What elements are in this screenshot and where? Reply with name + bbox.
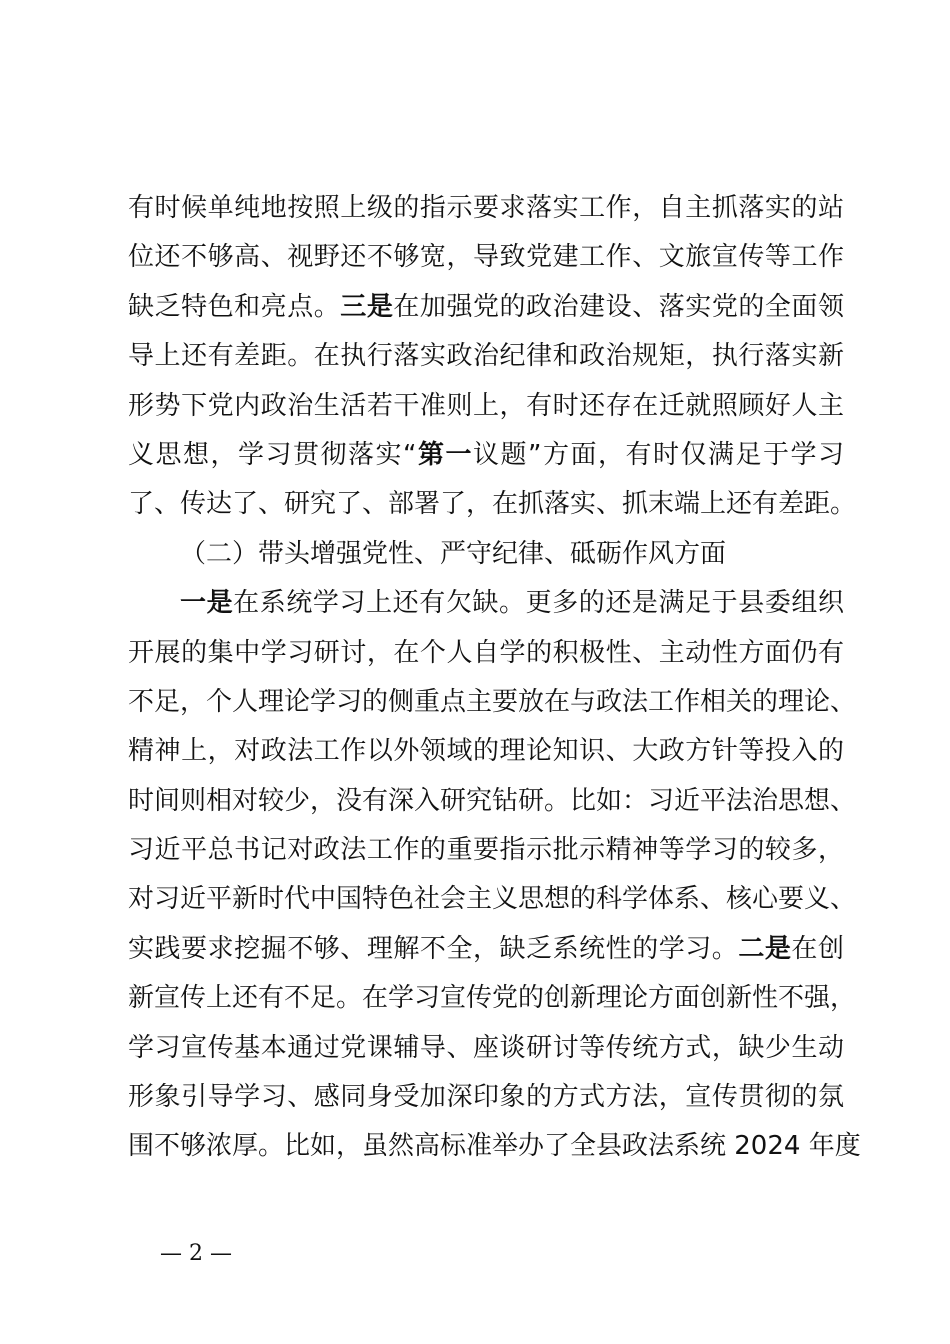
line-text: 位还不够高、视野还不够宽，导致党建工作、文旅宣传等工作 (128, 242, 844, 273)
line-text: （二）带头增强党性、严守纪律、砥砺作风方面 (180, 538, 727, 569)
line-text: 形势下党内政治生活若干准则上，有时还存在迁就照顾好人主 (128, 390, 844, 421)
line-text: 在创 (791, 933, 844, 964)
line-text: 围不够浓厚。比如，虽然高标准举办了全县政法系统 2024 年度 (128, 1131, 861, 1162)
line-text: 义思想，学习贯彻落实“ (128, 439, 417, 470)
line-text: 学习宣传基本通过党课辅导、座谈研讨等传统方式，缺少生动 (128, 1032, 844, 1063)
line-text: 开展的集中学习研讨，在个人自学的积极性、主动性方面仍有 (128, 637, 844, 668)
text-line (128, 283, 844, 332)
line-text: 精神上，对政法工作以外领域的理论知识、大政方针等投入的 (128, 736, 844, 767)
line-text: 议题”方面，有时仅满足于学习 (473, 439, 844, 470)
line-text: 有时候单纯地按照上级的指示要求落实工作，自主抓落实的站 (128, 193, 844, 223)
line-text: 不足，个人理论学习的侧重点主要放在与政法工作相关的理论、 (128, 686, 857, 717)
emphasis-text: 二是 (738, 933, 792, 964)
text-line (128, 579, 844, 628)
line-text: 了、传达了、研究了、部署了，在抓落实、抓末端上还有差距。 (128, 489, 857, 520)
line-text: 对习近平新时代中国特色社会主义思想的科学体系、核心要义、 (128, 884, 857, 915)
text-line (128, 1073, 844, 1122)
text-line (128, 184, 844, 233)
text-line (128, 678, 857, 727)
text-line (128, 233, 844, 282)
text-line (128, 1024, 844, 1073)
text-line (128, 382, 844, 431)
text-line (128, 480, 857, 529)
line-text: 在系统学习上还有欠缺。更多的还是满足于县委组织 (233, 588, 844, 619)
text-line (128, 431, 844, 480)
section-heading (128, 530, 844, 579)
line-text: 在加强党的政治建设、落实党的全面领 (393, 291, 844, 322)
text-line (128, 925, 844, 974)
line-text: 习近平总书记对政法工作的重要指示批示精神等学习的较多， (128, 835, 844, 866)
text-line (128, 1122, 861, 1171)
text-line (128, 332, 844, 381)
line-text: 导上还有差距。在执行落实政治纪律和政治规矩，执行落实新 (128, 341, 844, 372)
line-text: 实践要求挖掘不够、理解不全，缺乏系统性的学习。 (128, 933, 739, 964)
emphasis-text: 第一 (416, 439, 473, 470)
line-text: 新宣传上还有不足。在学习宣传党的创新理论方面创新性不强， (128, 983, 857, 1014)
emphasis-text: 三是 (340, 291, 394, 322)
line-text: 时间则相对较少，没有深入研究钻研。比如：习近平法治思想、 (128, 785, 857, 816)
body-text (128, 184, 861, 1172)
text-line (128, 826, 844, 875)
line-text: 形象引导学习、感同身受加深印象的方式方法，宣传贯彻的氛 (128, 1082, 844, 1113)
text-line (128, 875, 857, 924)
emphasis-text: 一是 (180, 588, 234, 619)
line-text: 缺乏特色和亮点。 (128, 291, 341, 322)
text-line (128, 974, 857, 1023)
text-line (128, 629, 844, 678)
page-number: — 2 — (160, 1241, 232, 1266)
text-line (128, 727, 844, 776)
text-line (128, 777, 857, 826)
